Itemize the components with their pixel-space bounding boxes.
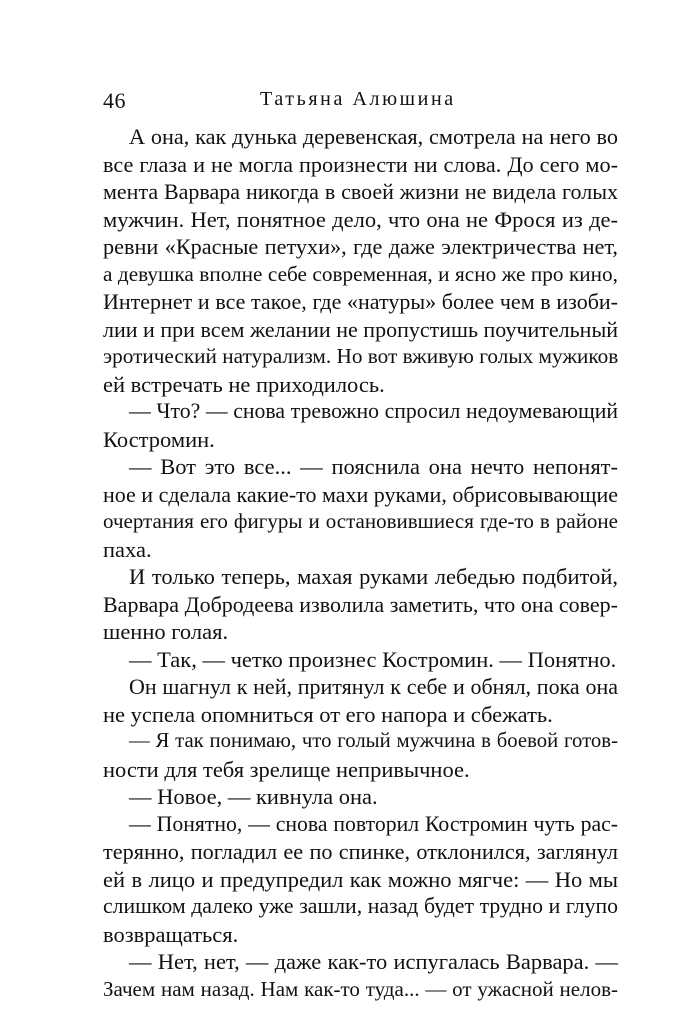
text-line: паха.: [103, 536, 152, 562]
text-line: Он шагнул к ней, притянул к себе и обнял, пока она: [129, 674, 618, 699]
text-line: Зачем нам назад. Нам как-то туда... — от ужасной нелов-: [103, 976, 618, 1001]
text-line: эротический натурализм. Но вот вживую голых мужиков: [103, 344, 619, 368]
running-head: Татьяна Алюшина: [260, 88, 456, 110]
text-line: лии и при всем желании не пропустишь поучительный: [103, 316, 618, 342]
text-line: ей в лицо и предупредил как можно мягче: — Но мы: [103, 866, 618, 892]
text-line: И только теперь, махая руками лебедью подбитой,: [129, 564, 618, 589]
text-line: — Нет, нет, — даже как-то испугалась Варвара. —: [129, 949, 618, 974]
text-line: — Что? — снова тревожно спросил недоумевающий: [129, 399, 618, 423]
text-line: Интернет и все такое, где «натуры» более чем в изоби-: [103, 289, 618, 314]
text-line: — Новое, — кивнула она.: [129, 784, 378, 809]
text-line: Варвара Добродеева изволила заметить, что она совер-: [103, 591, 618, 617]
text-line: все глаза и не могла произнести ни слова. До сего мо-: [103, 151, 618, 177]
text-line: терянно, погладил ее по спинке, отклонился, заглянул: [103, 839, 618, 864]
text-line: ревни «Красные петухи», где даже электричества нет,: [103, 234, 618, 259]
text-line: ей встречать не приходилось.: [103, 371, 385, 397]
page-header: [103, 88, 618, 118]
text-line: ности для тебя зрелище непривычное.: [103, 756, 470, 782]
text-line: А она, как дунька деревенская, смотрела на него во: [129, 124, 618, 149]
body-text: [103, 123, 618, 1003]
text-line: Костромин.: [103, 426, 215, 452]
text-line: ное и сделала какие-то махи руками, обрисовывающие: [103, 481, 618, 507]
text-line: шенно голая.: [103, 619, 229, 644]
text-line: мента Варвара никогда в своей жизни не видела голых: [103, 179, 618, 204]
text-line: — Я так понимаю, что голый мужчина в боевой готов-: [129, 730, 618, 752]
text-line: очертания его фигуры и остановившиеся где-то в районе: [103, 509, 618, 533]
page-number: 46: [103, 88, 126, 113]
text-line: а девушка вполне себе современная, и ясно же про кино,: [103, 261, 618, 286]
text-line: — Вот это все... — пояснила она нечто непонят-: [129, 454, 618, 479]
text-line: — Так, — четко произнес Костромин. — Понятно.: [129, 646, 617, 672]
text-line: слишком далеко уже зашли, назад будет трудно и глупо: [103, 894, 618, 918]
text-line: не успела опомниться от его напора и сбежать.: [103, 701, 553, 727]
text-line: возвращаться.: [103, 921, 239, 947]
text-line: — Понятно, — снова повторил Костромин чуть рас-: [129, 811, 618, 836]
text-line: мужчин. Нет, понятное дело, что она не Фрося из де-: [103, 206, 618, 232]
